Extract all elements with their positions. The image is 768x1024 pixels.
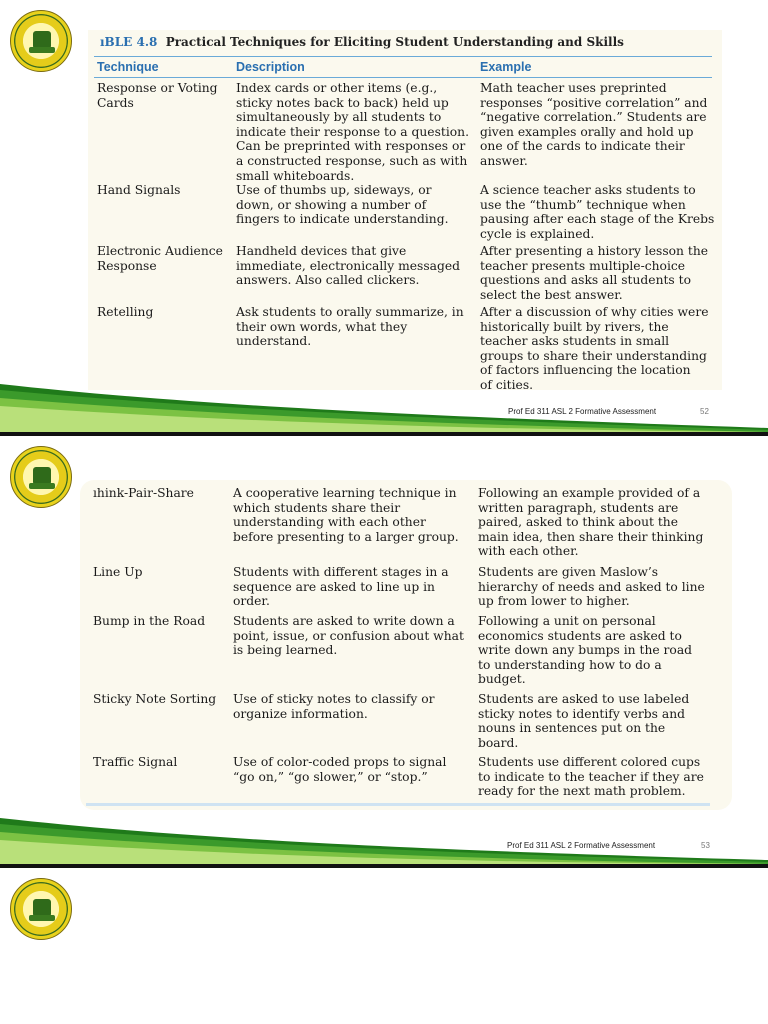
slide-52 [0,0,768,432]
table-cell-line: responses “positive correlation” and [480,95,708,110]
table-cell-line: Retelling [97,305,154,319]
table-cell-line: Can be preprinted with responses or [236,139,466,154]
table-cell-line: ıhink-Pair-Share [93,486,194,500]
table-cell-line: Students are given Maslow’s [478,565,659,579]
table-cell-technique [93,486,194,501]
table-cell-description [233,755,446,784]
table-cell-line: A cooperative learning technique in [233,486,457,500]
table-cell-description [236,305,464,349]
table-bottom-rule [86,803,710,806]
table-cell-line: organize information. [233,706,368,721]
slide-53 [0,436,768,864]
table-cell-line: understanding with each other [233,515,426,530]
table-cell-line: answers. Also called clickers. [236,273,420,288]
table-cell-line: Following a unit on personal [478,614,656,628]
table-cell-description [233,486,459,544]
table-cell-line: written paragraph, students are [478,500,679,515]
table-cell-example [480,81,707,169]
table-cell-technique [93,692,216,707]
table-cell-line: pausing after each stage of the Krebs [480,212,715,227]
table-cell-description [233,614,464,658]
table-cell-line: Students with different stages in a [233,565,449,579]
table-cell-line: teacher presents multiple-choice [480,258,686,273]
table-cell-line: “go on,” “go slower,” or “stop.” [233,769,428,784]
table-cell-description [236,244,460,288]
table-cell-line: Ask students to orally summarize, in [236,305,464,319]
table-cell-line: Traffic Signal [93,755,178,769]
table-cell-line: economics students are asked to [478,628,682,643]
table-cell-line: given examples orally and hold up [480,124,694,139]
table-title-text: Practical Techniques for Eliciting Student Understanding and Skills [165,35,624,49]
table-cell-line: select the best answer. [480,287,623,302]
table-cell-line: sequence are asked to line up in [233,579,435,594]
table-cell-description [233,692,435,721]
table-cell-line: to indicate to the teacher if they are [478,769,704,784]
table-cell-line: simultaneously by all students to [236,110,442,125]
table-cell-line: cycle is explained. [480,226,595,241]
table-title [100,35,624,49]
table-cell-line: “negative correlation.” Students are [480,110,707,125]
column-header-technique: Technique [97,60,159,74]
table-cell-line: nouns in sentences put on the [478,721,666,736]
table-cell-line: Sticky Note Sorting [93,692,217,706]
table-cell-line: one of the cards to indicate their [480,139,685,154]
table-cell-technique [93,755,177,770]
table-cell-technique [97,305,153,320]
table-cell-line: with each other. [478,544,579,559]
table-cell-line: use the “thumb” technique when [480,197,686,212]
table-cell-technique [97,183,180,198]
table-cell-example [478,565,705,609]
table-cell-line: historically built by rivers, the [480,319,669,334]
table-cell-line: of cities. [480,377,534,392]
table-cell-line: After presenting a history lesson the [480,244,709,258]
table-cell-line: Students are asked to use labeled [478,692,690,706]
table-cell-line: answer. [480,153,528,168]
table-cell-line: point, issue, or confusion about what [233,628,464,643]
table-cell-line: questions and asks all students to [480,273,691,288]
table-cell-line: indicate their response to a question. [236,124,469,139]
university-seal-logo [10,878,72,940]
table-cell-technique [97,81,218,110]
table-cell-example [478,614,692,687]
table-cell-example [478,692,689,750]
table-cell-line: of factors influencing the location [480,363,691,378]
table-cell-line: sticky notes to identify verbs and [478,706,685,721]
header-rule-top [94,56,712,57]
header-rule-bottom [94,77,712,78]
table-cell-line: Hand Signals [97,183,181,197]
table-cell-line: small whiteboards. [236,168,355,183]
table-cell-line: groups to share their understanding [480,348,707,363]
table-cell-line: write down any bumps in the road [478,643,693,658]
green-wave-decoration [0,376,768,432]
table-cell-line: Bump in the Road [93,614,206,628]
table-cell-line: to understanding how to do a [478,657,662,672]
table-cell-line: board. [478,735,519,750]
footer-course-label: Prof Ed 311 ASL 2 Formative Assessment [508,407,657,416]
column-header-description: Description [236,60,305,74]
page-number: 53 [701,841,710,850]
table-cell-technique [97,244,223,273]
table-cell-line: fingers to indicate understanding. [236,212,449,227]
table-cell-description [236,81,469,183]
table-cell-description [236,183,449,227]
table-cell-line: Response [97,258,157,273]
table-number: ıBLE 4.8 [100,35,158,49]
table-cell-line: paired, asked to think about the [478,515,678,530]
table-cell-line: Use of sticky notes to classify or [233,692,435,706]
slide-54-partial [0,868,768,1024]
table-cell-line: immediate, electronically messaged [236,258,461,273]
table-cell-line: Students are asked to write down a [233,614,455,628]
page-number: 52 [700,407,709,416]
table-cell-line: sticky notes back to back) held up [236,95,449,110]
table-cell-line: Cards [97,95,134,110]
university-seal-logo [10,446,72,508]
green-wave-decoration [0,812,768,864]
table-cell-example [478,755,704,799]
column-header-example: Example [480,60,532,74]
table-cell-line: understand. [236,334,312,349]
table-cell-technique [93,614,205,629]
table-cell-line: A science teacher asks students to [480,183,696,197]
table-cell-description [233,565,449,609]
table-cell-line: Handheld devices that give [236,244,407,258]
table-cell-line: Line Up [93,565,143,579]
table-cell-line: ready for the next math problem. [478,784,686,799]
footer-course-label: Prof Ed 311 ASL 2 Formative Assessment [507,841,656,850]
table-cell-line: a constructed response, such as with [236,153,468,168]
table-cell-technique [93,565,142,580]
table-cell-example [478,486,703,559]
table-cell-line: which students share their [233,500,401,515]
table-cell-line: main idea, then share their thinking [478,529,704,544]
table-cell-line: order. [233,594,270,609]
table-cell-line: before presenting to a larger group. [233,529,459,544]
table-cell-line: Math teacher uses preprinted [480,81,667,95]
table-cell-example [480,183,714,241]
table-cell-line: Index cards or other items (e.g., [236,81,438,95]
table-cell-line: their own words, what they [236,319,408,334]
table-cell-line: down, or showing a number of [236,197,427,212]
table-cell-line: teacher asks students in small [480,334,670,349]
table-cell-line: Students use different colored cups [478,755,701,769]
table-cell-line: is being learned. [233,643,338,658]
table-cell-line: budget. [478,672,526,687]
table-cell-line: up from lower to higher. [478,594,630,609]
table-cell-line: Following an example provided of a [478,486,701,500]
table-cell-example [480,244,708,302]
table-cell-line: Use of thumbs up, sideways, or [236,183,432,197]
table-cell-line: Use of color-coded props to signal [233,755,447,769]
table-cell-line: After a discussion of why cities were [480,305,709,319]
table-cell-line: Response or Voting [97,81,218,95]
table-cell-line: hierarchy of needs and asked to line [478,579,705,594]
table-cell-line: Electronic Audience [97,244,223,258]
university-seal-logo [10,10,72,72]
